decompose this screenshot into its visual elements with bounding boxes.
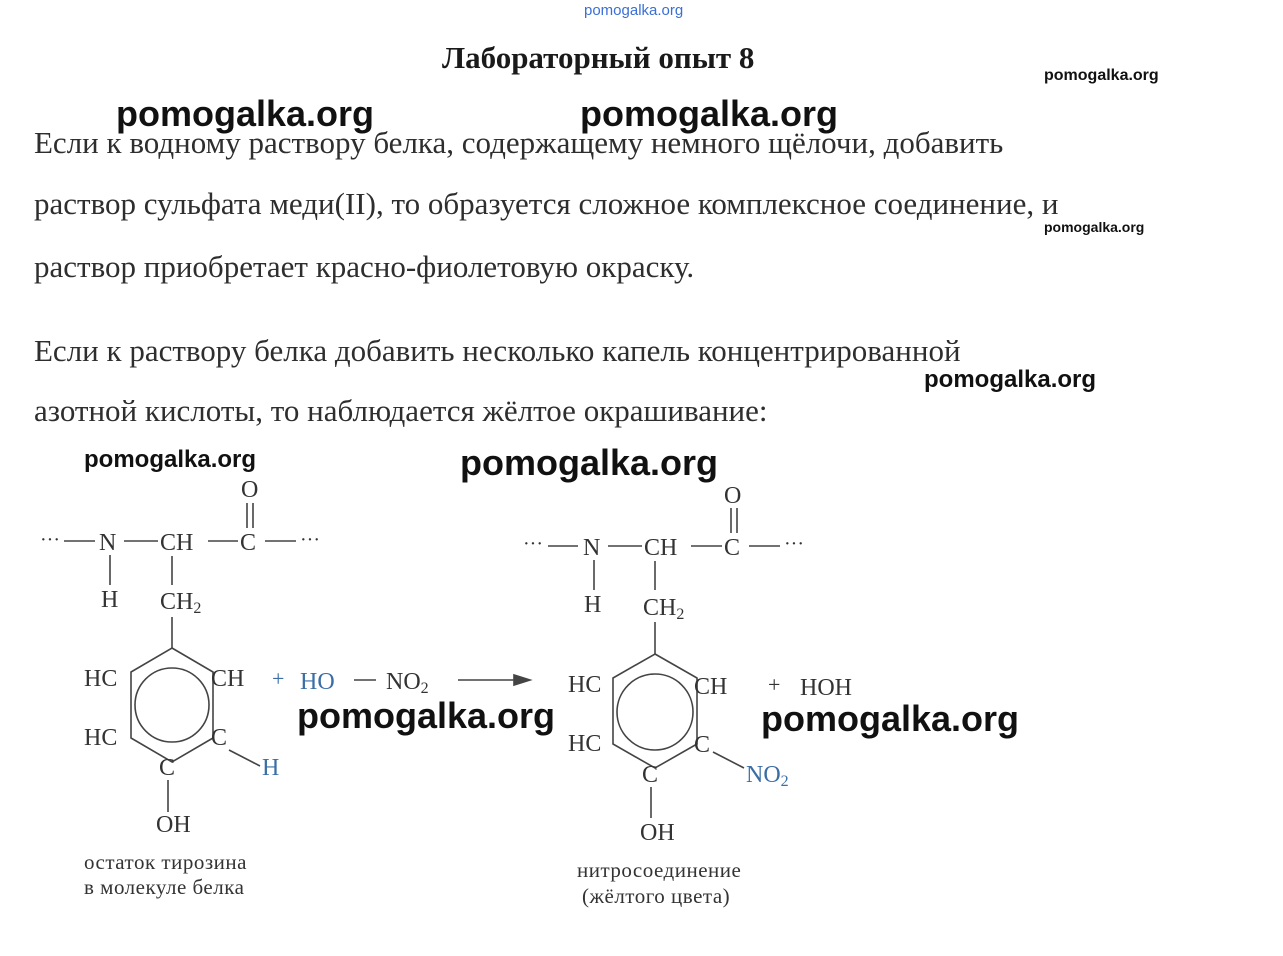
chain-dots: ··· (784, 533, 804, 555)
atom-label: CH (694, 674, 728, 700)
atom-label: CH2 (160, 589, 202, 617)
watermark: pomogalka.org (116, 93, 375, 134)
atom-label-substituent: NO2 (746, 762, 789, 790)
atom-label: HC (568, 731, 602, 757)
atom-label: HC (568, 672, 602, 698)
watermark: pomogalka.org (761, 698, 1020, 739)
watermark: pomogalka.org (460, 442, 719, 483)
plus-sign: + (272, 666, 285, 691)
atom-label: C (694, 732, 711, 758)
watermark: pomogalka.org (84, 446, 257, 473)
atom-label: O (724, 483, 742, 509)
atom-label: N (99, 530, 117, 556)
caption-left: остаток тирозина (84, 850, 247, 874)
atom-label: H (101, 587, 119, 613)
paragraph-line: раствор приобретает красно-фиолетовую окраску. (34, 249, 695, 284)
atom-label: CH (211, 666, 245, 692)
atom-label: CH (644, 535, 678, 561)
caption-right: нитросоединение (577, 858, 742, 882)
chain-dots: ··· (40, 529, 60, 551)
reagent-ho: HO (300, 669, 335, 695)
reagent-no2: NO2 (386, 669, 429, 697)
watermark: pomogalka.org (1044, 67, 1159, 84)
byproduct-water: HOH (800, 675, 852, 701)
atom-label: C (211, 725, 228, 751)
atom-label: O (241, 477, 259, 503)
atom-label: CH2 (643, 595, 685, 623)
atom-label: C (724, 535, 741, 561)
paragraph-line: азотной кислоты, то наблюдается жёлтое окрашивание: (34, 393, 768, 428)
watermark: pomogalka.org (924, 366, 1097, 393)
atom-label: H (584, 592, 602, 618)
atom-label: C (159, 755, 176, 781)
paragraph-line: раствор сульфата меди(II), то образуется сложное комплексное соединение, и (34, 186, 1059, 221)
chain-dots: ··· (523, 533, 543, 555)
watermark-top[interactable]: pomogalka.org (584, 2, 684, 19)
caption-left: в молекуле белка (84, 875, 245, 899)
watermark: pomogalka.org (297, 695, 556, 736)
atom-label-substituent: H (262, 755, 280, 781)
atom-label: C (240, 530, 257, 556)
atom-label: HC (84, 725, 118, 751)
page-title: Лабораторный опыт 8 (442, 40, 755, 75)
paragraph-line: Если к раствору белка добавить несколько капель концентрированной (34, 333, 961, 368)
atom-label: OH (156, 812, 191, 838)
atom-label: HC (84, 666, 118, 692)
atom-label: N (583, 535, 601, 561)
atom-label: C (642, 762, 659, 788)
watermark: pomogalka.org (1044, 219, 1145, 235)
atom-label: OH (640, 820, 675, 846)
atom-label: CH (160, 530, 194, 556)
caption-right: (жёлтого цвета) (582, 884, 731, 908)
plus-sign: + (768, 672, 781, 697)
watermark: pomogalka.org (580, 93, 839, 134)
paragraph-line: Если к водному раствору белка, содержащему немного щёлочи, добавить (34, 125, 1004, 160)
chain-dots: ··· (300, 529, 320, 551)
